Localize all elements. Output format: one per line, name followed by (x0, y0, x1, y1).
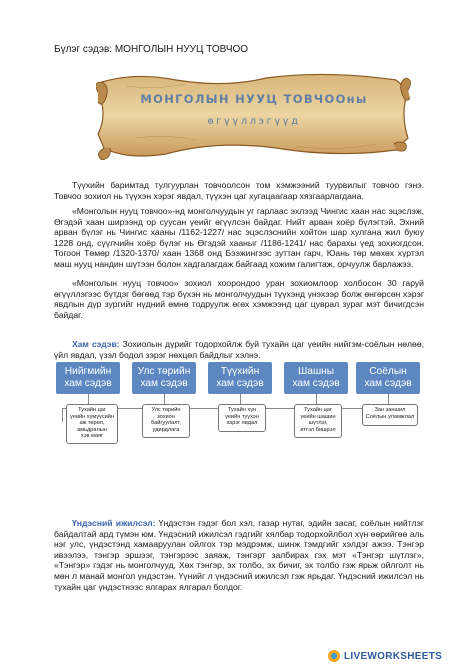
watermark-text: LIVEWORKSHEETS (344, 650, 443, 662)
paragraph-history: «Монголын нууц товчоо»-нд монголчуудын уг гарлаас эхлээд Чингис хаан нас эцэслэж, Өгэдэй хаан ширээнд ор суусан үеийг өгүүлсэн байдаг. Нийт арван хоёр бүлэгтэй. Эхний арван бүлэг нь Чингис хааны /1162-1227/ нас эцэслэснийн хойтон шар хулгана жил буюу 1228 онд, сүүлчийн хоёр бүлэг нь Өгэдэй хааныг /1186-1241/ нас барахы үед зохиогдсон. Тогоон Төмөр /1320-1370/ хаан 1368 онд Бээжингээс зуттан гарч, Юань төр мөхөх хүртэл маш нууц нандин шүтээн болон хадгалагдаж байгаад хожим галигтаж, орчуулж барлажээ. (54, 206, 424, 269)
category-religious: Шашны хам сэдэв (284, 362, 348, 394)
category-cultural: Соёлын хам сэдэв (356, 362, 420, 394)
parchment-scroll-image (96, 68, 412, 160)
sub-social: Тухайн цаг үеийн хүмүүсийн аж төрөл, амьдралын хэв маяг (66, 404, 118, 444)
sub-cultural: Зан заншил Соёлын уламжлал (362, 404, 418, 426)
paragraph-context (54, 339, 424, 360)
identity-lead: Үндэсний ижилсэл: (72, 518, 156, 528)
banner-title: МОНГОЛЫН НУУЦ ТОВЧООны (140, 92, 368, 106)
context-lead: Хам сэдэв: (72, 339, 120, 349)
paragraph-national-identity (54, 518, 424, 592)
context-body: Зохиолын дүрийг тодорхойлж буй тухайн цаг үеийн нийгэм-соёлын нөлөө, үйл явдал, үзэл бодол зэрэг нөхцөл байдлыг хэлнэ. (54, 339, 424, 360)
category-stem (240, 394, 241, 404)
category-social: Нийгмийн хам сэдэв (56, 362, 120, 394)
topic-line: Бүлэг сэдэв: МОНГОЛЫН НУУЦ ТОВЧОО (54, 44, 249, 55)
liveworksheets-logo-icon (328, 650, 340, 662)
category-historical: Түүхийн хам сэдэв (208, 362, 272, 394)
category-stem (316, 394, 317, 404)
sub-historical: Тухайн хүн үеийн түүхэн хэрэг явдал (218, 404, 266, 432)
paragraph-structure: «Монголын нууц товчоо» зохиол хоорондоо уран зохиомлоор холбосон 30 гаруй өгүүллэгээс бүтдэг бөгөөд тэр бүхэн нь монголчуудын түүхэнд үнэхээр болж өнгөрсөн хэрэг явдлын дүр зургийг нүдний өмнө тодруулж өгөх хэмжээнд цаг цуврал зураг мэт бичигдсэн байдаг. (54, 278, 424, 320)
diagram-connector-left (62, 408, 63, 422)
identity-body: Үндэстэн гэдэг бол хэл, газар нутаг, эдийн засаг, соёлын нийтлэг байдалтай ард түмэн юм. Үндэсний ижилсэл гэдгийг хялбар тодорхойлбол хүн өөрийгөө аль нэг улс, үндэстэнд хамааруулан ойлгох тэр мэдрэмж, шинж тэмдгийг хэлдэг ажээ. Тэнгэр ивээлээ, тэнгэр эршээг, тэнгэрээс заяаж, тэнгэрт залбирах гэх мэт «Тэнгэр шүтлэг», «Тэнгэр» гэдэг нь монголчууд, Хөх тэнгэр, эх толбо, эх бичиг, эх толбо гэж ярьж ойлголт нь мөн л манай монгол үндэстэн. Үүнийг л үндэсний ижилсэл гэж ярьдаг. Үндэсний ижилсэл нь тухайн цаг үндэстнээс ялгарах ялгарал болдог. (54, 518, 424, 592)
category-stem (88, 394, 89, 404)
sub-political: Улс төрийн зохион байгуулалт, удирдлага (142, 404, 190, 438)
category-political: Улс төрийн хам сэдэв (132, 362, 196, 394)
scroll-banner (96, 68, 412, 160)
banner-subtitle: өгүүллэгүүд (207, 116, 301, 127)
sub-religious: Тухайн цаг үеийн шашин шүтлэг, итгэл бишрэл (294, 404, 342, 438)
category-stem (164, 394, 165, 404)
context-diagram (54, 362, 424, 462)
liveworksheets-watermark (328, 650, 442, 662)
category-stem (388, 394, 389, 404)
paragraph-definition: Түүхийн баримтад тулгуурлан товчоолсон том хэмжээний туурвилыг товчоо гэнэ. Товчоо зохиол нь түүхэн хэрэг явдал, түүхэн цаг хугацаагаар хязгаарлагдана. (54, 180, 424, 201)
